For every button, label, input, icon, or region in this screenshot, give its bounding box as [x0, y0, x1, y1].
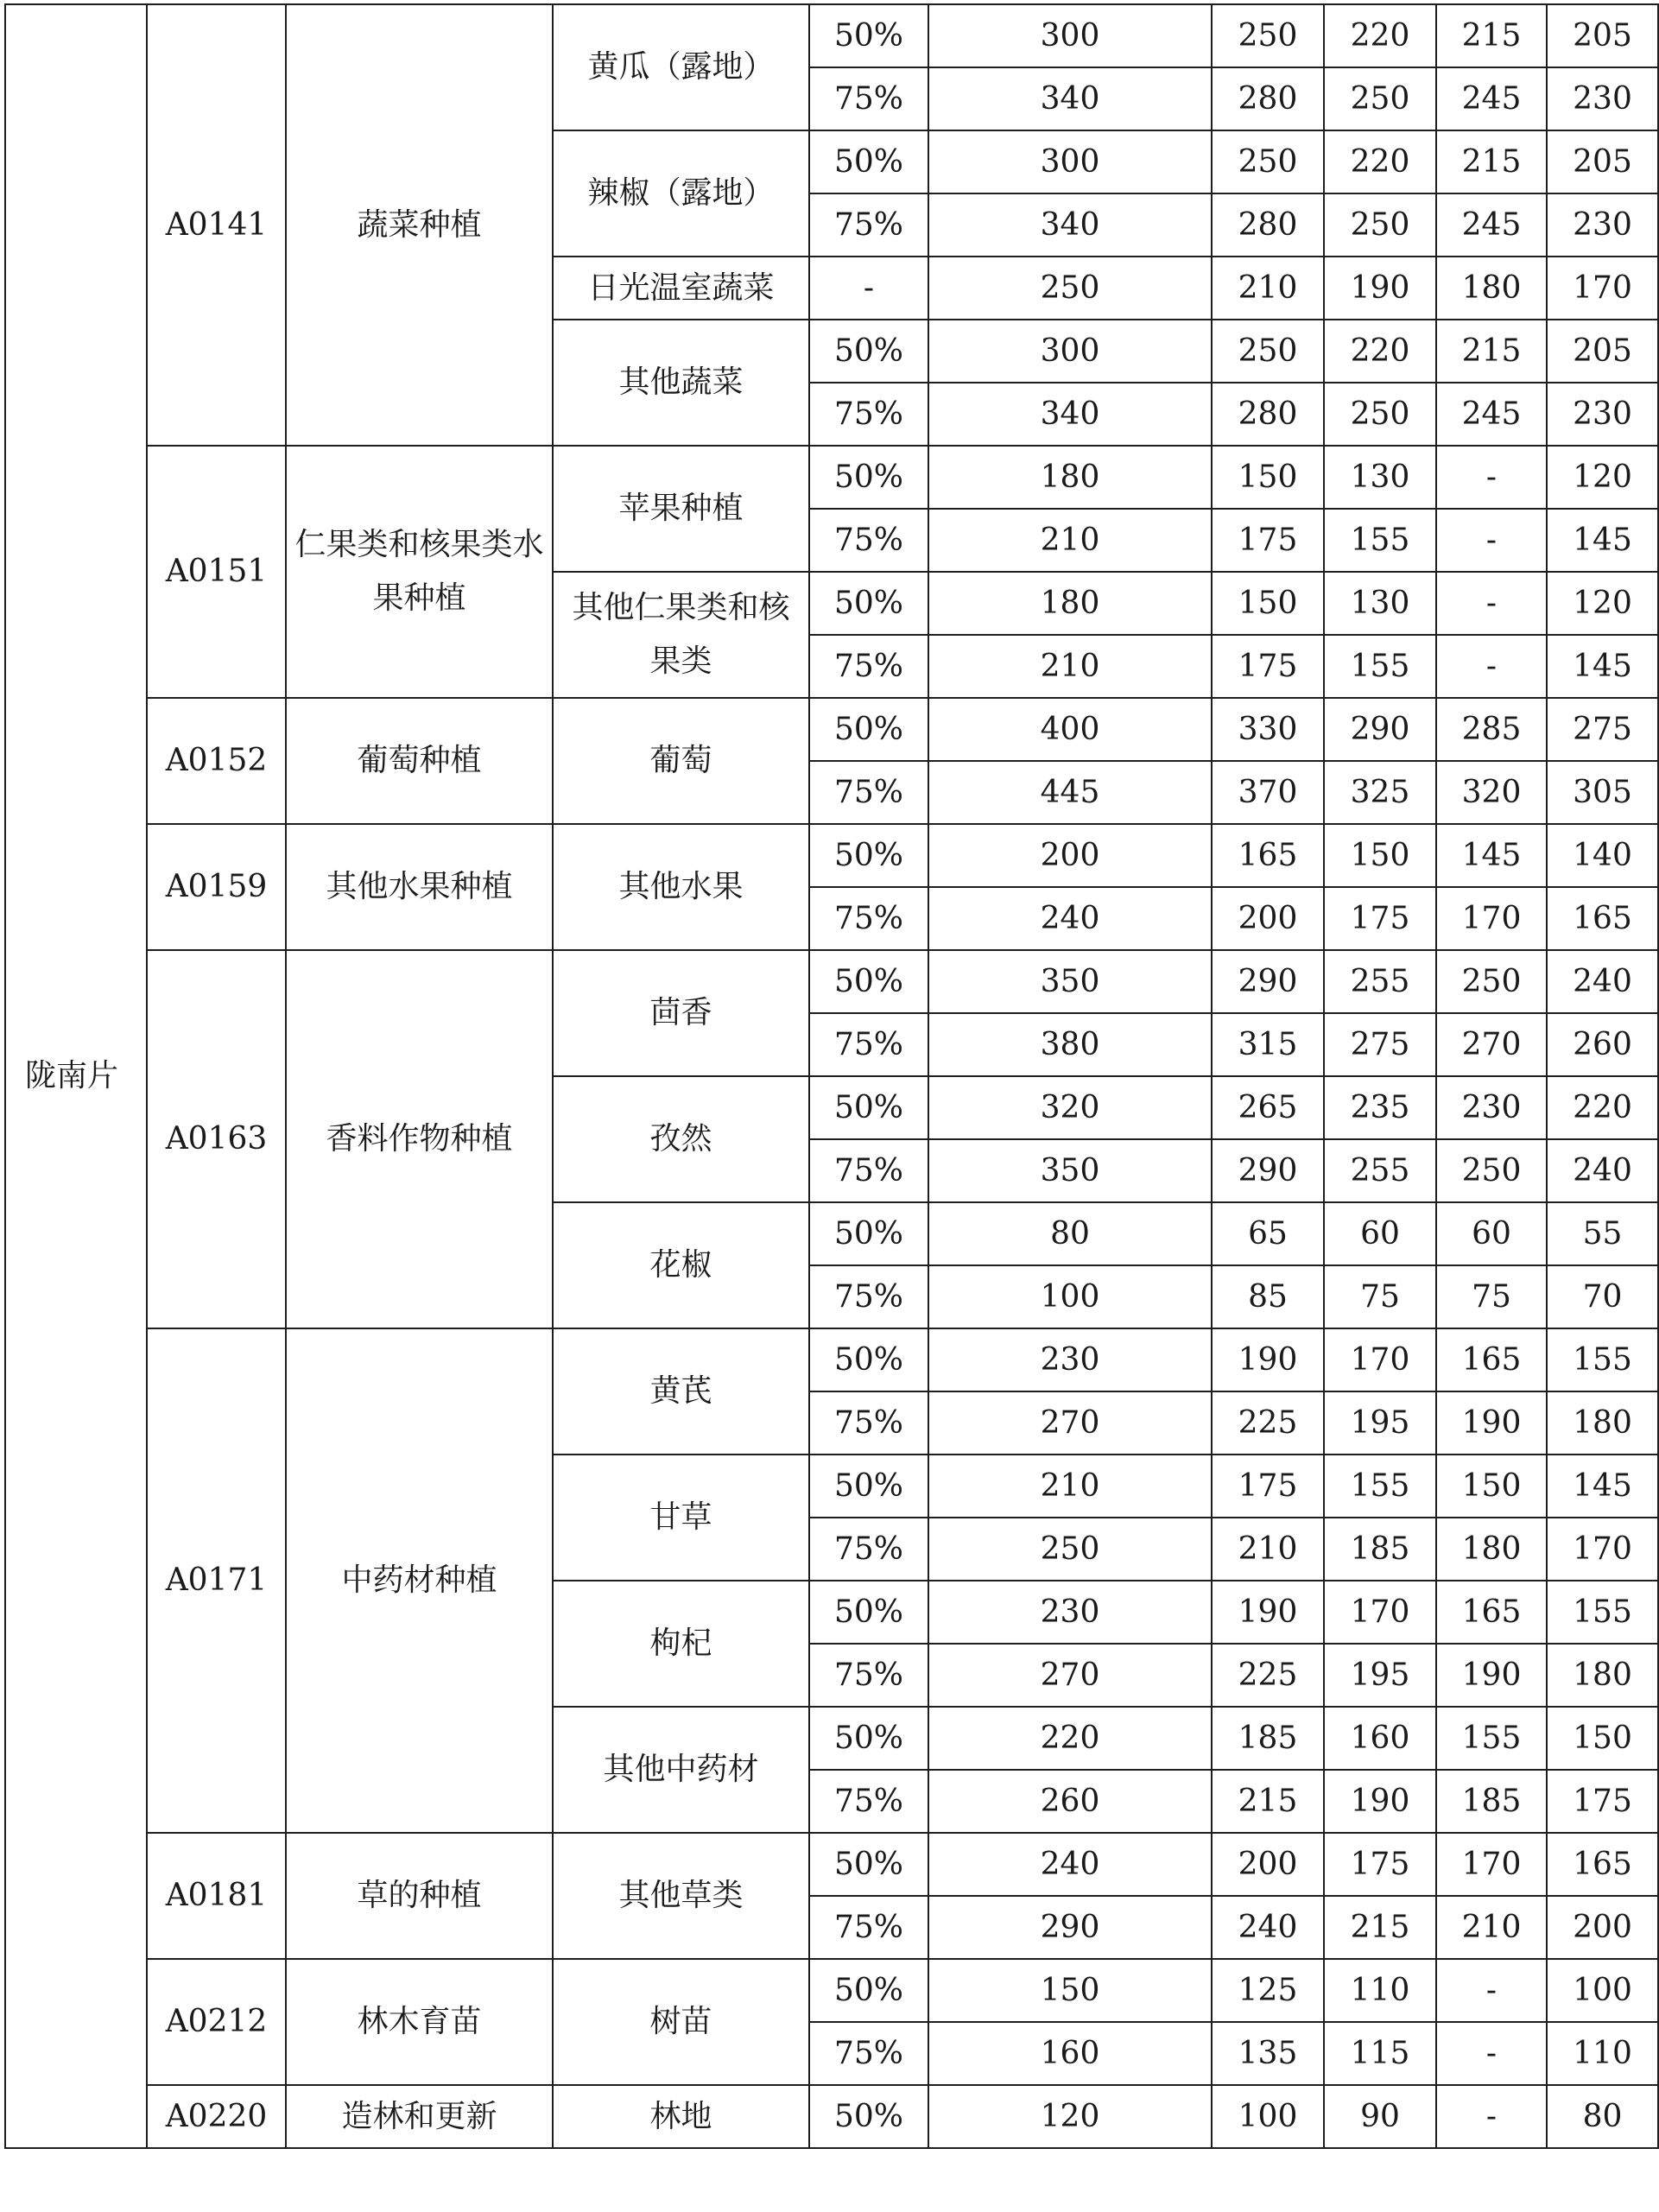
guarantee-rate-cell: 75% [809, 1896, 928, 1959]
quota-value-cell: 220 [1324, 4, 1436, 67]
quota-value-cell: 150 [1547, 1707, 1658, 1770]
quota-value-cell: 200 [1547, 1896, 1658, 1959]
quota-value-cell: 125 [1212, 1959, 1324, 2022]
crop-name-cell: 辣椒（露地） [553, 130, 809, 257]
quota-value-cell: 240 [1547, 950, 1658, 1013]
quota-value-cell: 190 [1212, 1328, 1324, 1391]
guarantee-rate-cell: 75% [809, 1013, 928, 1076]
quota-value-cell: 245 [1436, 193, 1547, 257]
quota-value-cell: 250 [1324, 67, 1436, 130]
quota-value-cell: 205 [1547, 130, 1658, 193]
quota-value-cell: 155 [1547, 1328, 1658, 1391]
guarantee-rate-cell: 50% [809, 1202, 928, 1265]
quota-value-cell: 445 [928, 761, 1212, 824]
quota-value-cell: 165 [1212, 824, 1324, 887]
table-row [5, 824, 1658, 887]
crop-name-cell: 葡萄 [553, 698, 809, 824]
quota-value-cell: 180 [928, 446, 1212, 509]
quota-value-cell: 195 [1324, 1391, 1436, 1455]
guarantee-rate-cell: 50% [809, 2085, 928, 2148]
industry-code-cell: A0151 [147, 446, 286, 698]
quota-value-cell: 270 [928, 1391, 1212, 1455]
quota-value-cell: 160 [1324, 1707, 1436, 1770]
guarantee-rate-cell: 50% [809, 1581, 928, 1644]
table-row [5, 698, 1658, 761]
crop-name-cell: 其他蔬菜 [553, 320, 809, 446]
table-row [5, 1833, 1658, 1896]
quota-value-cell: 325 [1324, 761, 1436, 824]
crop-name-cell: 其他水果 [553, 824, 809, 950]
industry-code-cell: A0212 [147, 1959, 286, 2085]
quota-value-cell: 180 [1547, 1644, 1658, 1707]
quota-value-cell: 340 [928, 67, 1212, 130]
quota-value-cell: 290 [1212, 950, 1324, 1013]
quota-value-cell: 200 [928, 824, 1212, 887]
quota-value-cell: 175 [1212, 509, 1324, 572]
quota-value-cell: 145 [1547, 635, 1658, 698]
industry-name-cell: 林木育苗 [286, 1959, 553, 2085]
quota-value-cell: 315 [1212, 1013, 1324, 1076]
quota-value-cell: - [1436, 509, 1547, 572]
quota-value-cell: 250 [928, 1518, 1212, 1581]
guarantee-rate-cell: 75% [809, 1518, 928, 1581]
quota-value-cell: 215 [1436, 4, 1547, 67]
quota-value-cell: 260 [928, 1770, 1212, 1833]
quota-value-cell: 175 [1212, 635, 1324, 698]
guarantee-rate-cell: 75% [809, 383, 928, 446]
quota-value-cell: 165 [1547, 1833, 1658, 1896]
guarantee-rate-cell: 75% [809, 1770, 928, 1833]
crop-name-cell: 苹果种植 [553, 446, 809, 572]
industry-name-cell: 香料作物种植 [286, 950, 553, 1328]
quota-value-cell: 230 [928, 1581, 1212, 1644]
guarantee-rate-cell: 50% [809, 698, 928, 761]
quota-value-cell: 115 [1324, 2022, 1436, 2085]
crop-name-cell: 枸杞 [553, 1581, 809, 1707]
guarantee-rate-cell: 50% [809, 824, 928, 887]
quota-value-cell: 185 [1324, 1518, 1436, 1581]
quota-value-cell: 220 [1324, 320, 1436, 383]
quota-value-cell: 65 [1212, 1202, 1324, 1265]
guarantee-rate-cell: 75% [809, 509, 928, 572]
quota-value-cell: 155 [1324, 1455, 1436, 1518]
quota-value-cell: 205 [1547, 4, 1658, 67]
quota-value-cell: 100 [928, 1265, 1212, 1328]
quota-value-cell: 215 [1436, 320, 1547, 383]
table-row [5, 446, 1658, 509]
guarantee-rate-cell: 50% [809, 1959, 928, 2022]
quota-value-cell: 235 [1324, 1076, 1436, 1139]
quota-value-cell: 150 [1212, 446, 1324, 509]
quota-value-cell: 265 [1212, 1076, 1324, 1139]
quota-value-cell: - [1436, 1959, 1547, 2022]
table-row [5, 2085, 1658, 2148]
quota-value-cell: 170 [1324, 1581, 1436, 1644]
quota-value-cell: 270 [1436, 1013, 1547, 1076]
quota-value-cell: 250 [1436, 950, 1547, 1013]
quota-value-cell: 165 [1436, 1581, 1547, 1644]
quota-value-cell: 230 [1547, 383, 1658, 446]
quota-value-cell: 170 [1436, 1833, 1547, 1896]
quota-value-cell: 320 [928, 1076, 1212, 1139]
quota-value-cell: 100 [1547, 1959, 1658, 2022]
quota-value-cell: 210 [928, 509, 1212, 572]
quota-value-cell: 230 [928, 1328, 1212, 1391]
quota-value-cell: 350 [928, 950, 1212, 1013]
guarantee-rate-cell: 50% [809, 1833, 928, 1896]
quota-value-cell: 290 [1324, 698, 1436, 761]
quota-value-cell: 185 [1212, 1707, 1324, 1770]
quota-value-cell: 190 [1212, 1581, 1324, 1644]
guarantee-rate-cell: 50% [809, 130, 928, 193]
industry-name-cell: 造林和更新 [286, 2085, 553, 2148]
table-row [5, 950, 1658, 1013]
quota-value-cell: 165 [1436, 1328, 1547, 1391]
quota-value-cell: 340 [928, 383, 1212, 446]
quota-value-cell: 220 [1547, 1076, 1658, 1139]
guarantee-rate-cell: 75% [809, 2022, 928, 2085]
quota-value-cell: 175 [1212, 1455, 1324, 1518]
quota-value-cell: 280 [1212, 67, 1324, 130]
quota-value-cell: 230 [1547, 193, 1658, 257]
industry-name-cell: 草的种植 [286, 1833, 553, 1959]
quota-value-cell: 190 [1436, 1644, 1547, 1707]
quota-value-cell: 175 [1324, 1833, 1436, 1896]
quota-value-cell: 150 [928, 1959, 1212, 2022]
quota-value-cell: 240 [928, 887, 1212, 950]
industry-code-cell: A0163 [147, 950, 286, 1328]
quota-value-cell: 160 [928, 2022, 1212, 2085]
quota-value-cell: 135 [1212, 2022, 1324, 2085]
quota-value-cell: 140 [1547, 824, 1658, 887]
quota-value-cell: 250 [928, 257, 1212, 320]
guarantee-rate-cell: 75% [809, 193, 928, 257]
quota-value-cell: 270 [928, 1644, 1212, 1707]
quota-value-cell: 210 [928, 635, 1212, 698]
guarantee-rate-cell: 75% [809, 635, 928, 698]
quota-value-cell: 85 [1212, 1265, 1324, 1328]
quota-value-cell: 305 [1547, 761, 1658, 824]
quota-value-cell: 205 [1547, 320, 1658, 383]
crop-name-cell: 黄瓜（露地） [553, 4, 809, 130]
crop-name-cell: 孜然 [553, 1076, 809, 1202]
quota-value-cell: 300 [928, 130, 1212, 193]
quota-value-cell: 300 [928, 4, 1212, 67]
industry-name-cell: 仁果类和核果类水果种植 [286, 446, 553, 698]
quota-value-cell: 250 [1212, 130, 1324, 193]
quota-value-cell: 380 [928, 1013, 1212, 1076]
quota-value-cell: 150 [1212, 572, 1324, 635]
quota-value-cell: - [1436, 2085, 1547, 2148]
guarantee-rate-cell: 50% [809, 1707, 928, 1770]
quota-value-cell: 75 [1324, 1265, 1436, 1328]
crop-name-cell: 树苗 [553, 1959, 809, 2085]
quota-value-cell: 155 [1547, 1581, 1658, 1644]
quota-value-cell: 255 [1324, 1139, 1436, 1202]
guarantee-rate-cell: 50% [809, 1328, 928, 1391]
guarantee-rate-cell: 75% [809, 1644, 928, 1707]
guarantee-rate-cell: 75% [809, 887, 928, 950]
quota-value-cell: - [1436, 446, 1547, 509]
quota-value-cell: 260 [1547, 1013, 1658, 1076]
quota-value-cell: 370 [1212, 761, 1324, 824]
quota-value-cell: 250 [1436, 1139, 1547, 1202]
quota-value-cell: 225 [1212, 1644, 1324, 1707]
quota-value-cell: 175 [1547, 1770, 1658, 1833]
quota-value-cell: 250 [1324, 383, 1436, 446]
quota-value-cell: 215 [1212, 1770, 1324, 1833]
quota-value-cell: 170 [1324, 1328, 1436, 1391]
quota-value-cell: 255 [1324, 950, 1436, 1013]
crop-name-cell: 林地 [553, 2085, 809, 2148]
quota-value-cell: 60 [1324, 1202, 1436, 1265]
industry-code-cell: A0171 [147, 1328, 286, 1833]
quota-value-cell: 250 [1212, 4, 1324, 67]
quota-value-cell: 290 [928, 1896, 1212, 1959]
guarantee-rate-cell: 75% [809, 761, 928, 824]
quota-value-cell: 250 [1212, 320, 1324, 383]
quota-value-cell: 240 [928, 1833, 1212, 1896]
quota-value-cell: 210 [928, 1455, 1212, 1518]
quota-value-cell: 280 [1212, 193, 1324, 257]
quota-value-cell: 80 [1547, 2085, 1658, 2148]
quota-value-cell: 350 [928, 1139, 1212, 1202]
guarantee-rate-cell: 75% [809, 1265, 928, 1328]
guarantee-rate-cell: 50% [809, 1076, 928, 1139]
quota-value-cell: 70 [1547, 1265, 1658, 1328]
quota-value-cell: 240 [1547, 1139, 1658, 1202]
guarantee-rate-cell: 50% [809, 1455, 928, 1518]
quota-value-cell: - [1436, 572, 1547, 635]
region-cell: 陇南片 [5, 4, 147, 2148]
irrigation-quota-table [4, 3, 1659, 2149]
quota-value-cell: 290 [1212, 1139, 1324, 1202]
quota-value-cell: 240 [1212, 1896, 1324, 1959]
quota-value-cell: 145 [1436, 824, 1547, 887]
industry-name-cell: 蔬菜种植 [286, 4, 553, 446]
quota-value-cell: 275 [1547, 698, 1658, 761]
quota-value-cell: 80 [928, 1202, 1212, 1265]
guarantee-rate-cell: - [809, 257, 928, 320]
quota-value-cell: 155 [1324, 509, 1436, 572]
crop-name-cell: 其他仁果类和核果类 [553, 572, 809, 698]
quota-value-cell: 110 [1547, 2022, 1658, 2085]
crop-name-cell: 日光温室蔬菜 [553, 257, 809, 320]
quota-value-cell: - [1436, 635, 1547, 698]
quota-value-cell: 180 [928, 572, 1212, 635]
quota-value-cell: 275 [1324, 1013, 1436, 1076]
quota-value-cell: 340 [928, 193, 1212, 257]
quota-value-cell: 150 [1436, 1455, 1547, 1518]
quota-value-cell: 90 [1324, 2085, 1436, 2148]
guarantee-rate-cell: 50% [809, 4, 928, 67]
quota-value-cell: 210 [1212, 1518, 1324, 1581]
industry-code-cell: A0159 [147, 824, 286, 950]
quota-value-cell: 220 [1324, 130, 1436, 193]
quota-value-cell: 170 [1547, 257, 1658, 320]
industry-code-cell: A0181 [147, 1833, 286, 1959]
quota-value-cell: 200 [1212, 887, 1324, 950]
guarantee-rate-cell: 50% [809, 446, 928, 509]
quota-value-cell: 75 [1436, 1265, 1547, 1328]
quota-value-cell: 60 [1436, 1202, 1547, 1265]
quota-value-cell: 120 [1547, 572, 1658, 635]
quota-value-cell: 175 [1324, 887, 1436, 950]
quota-value-cell: 300 [928, 320, 1212, 383]
quota-value-cell: 225 [1212, 1391, 1324, 1455]
quota-value-cell: 330 [1212, 698, 1324, 761]
quota-value-cell: 130 [1324, 446, 1436, 509]
quota-value-cell: - [1436, 2022, 1547, 2085]
quota-value-cell: 190 [1324, 257, 1436, 320]
industry-code-cell: A0141 [147, 4, 286, 446]
table-row [5, 1959, 1658, 2022]
quota-value-cell: 110 [1324, 1959, 1436, 2022]
quota-value-cell: 195 [1324, 1644, 1436, 1707]
quota-value-cell: 320 [1436, 761, 1547, 824]
quota-value-cell: 245 [1436, 383, 1547, 446]
quota-value-cell: 200 [1212, 1833, 1324, 1896]
quota-value-cell: 215 [1324, 1896, 1436, 1959]
quota-value-cell: 190 [1436, 1391, 1547, 1455]
quota-value-cell: 155 [1436, 1707, 1547, 1770]
quota-value-cell: 100 [1212, 2085, 1324, 2148]
industry-name-cell: 葡萄种植 [286, 698, 553, 824]
guarantee-rate-cell: 50% [809, 320, 928, 383]
quota-value-cell: 155 [1324, 635, 1436, 698]
quota-value-cell: 285 [1436, 698, 1547, 761]
crop-name-cell: 其他草类 [553, 1833, 809, 1959]
guarantee-rate-cell: 50% [809, 572, 928, 635]
quota-value-cell: 190 [1324, 1770, 1436, 1833]
quota-value-cell: 165 [1547, 887, 1658, 950]
quota-value-cell: 120 [928, 2085, 1212, 2148]
crop-name-cell: 黄芪 [553, 1328, 809, 1455]
quota-value-cell: 180 [1436, 1518, 1547, 1581]
crop-name-cell: 甘草 [553, 1455, 809, 1581]
industry-name-cell: 其他水果种植 [286, 824, 553, 950]
industry-name-cell: 中药材种植 [286, 1328, 553, 1833]
quota-value-cell: 210 [1436, 1896, 1547, 1959]
quota-value-cell: 180 [1436, 257, 1547, 320]
quota-value-cell: 230 [1436, 1076, 1547, 1139]
quota-value-cell: 210 [1212, 257, 1324, 320]
guarantee-rate-cell: 75% [809, 1139, 928, 1202]
quota-value-cell: 230 [1547, 67, 1658, 130]
table-row [5, 4, 1658, 67]
table-body [5, 4, 1658, 2148]
quota-value-cell: 245 [1436, 67, 1547, 130]
quota-value-cell: 250 [1324, 193, 1436, 257]
quota-value-cell: 170 [1436, 887, 1547, 950]
industry-code-cell: A0152 [147, 698, 286, 824]
quota-value-cell: 170 [1547, 1518, 1658, 1581]
guarantee-rate-cell: 75% [809, 1391, 928, 1455]
table-row [5, 1328, 1658, 1391]
guarantee-rate-cell: 50% [809, 950, 928, 1013]
quota-value-cell: 130 [1324, 572, 1436, 635]
quota-value-cell: 150 [1324, 824, 1436, 887]
industry-code-cell: A0220 [147, 2085, 286, 2148]
quota-value-cell: 280 [1212, 383, 1324, 446]
quota-value-cell: 145 [1547, 509, 1658, 572]
guarantee-rate-cell: 75% [809, 67, 928, 130]
quota-value-cell: 120 [1547, 446, 1658, 509]
crop-name-cell: 其他中药材 [553, 1707, 809, 1833]
quota-value-cell: 400 [928, 698, 1212, 761]
quota-value-cell: 215 [1436, 130, 1547, 193]
quota-value-cell: 185 [1436, 1770, 1547, 1833]
quota-value-cell: 55 [1547, 1202, 1658, 1265]
quota-value-cell: 220 [928, 1707, 1212, 1770]
quota-value-cell: 180 [1547, 1391, 1658, 1455]
quota-value-cell: 145 [1547, 1455, 1658, 1518]
crop-name-cell: 花椒 [553, 1202, 809, 1328]
crop-name-cell: 茴香 [553, 950, 809, 1076]
